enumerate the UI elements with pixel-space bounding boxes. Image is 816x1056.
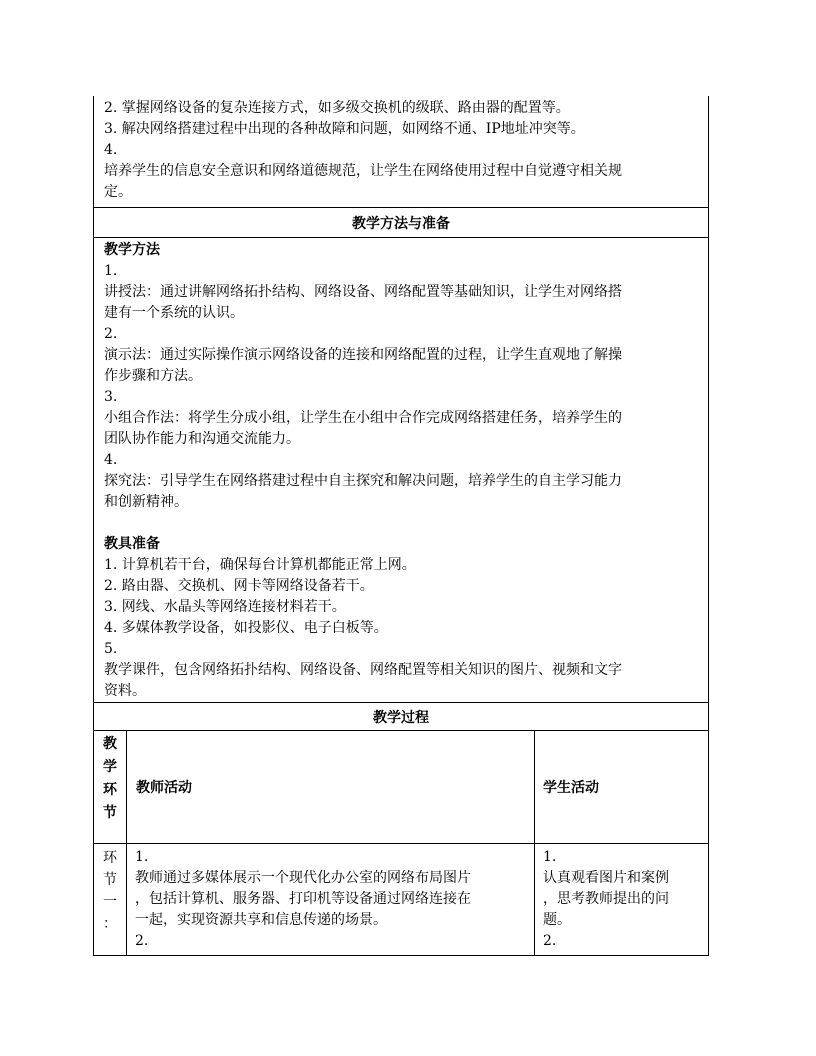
- methods-cell: [94, 237, 708, 702]
- tool-5-text-b: 资料。: [104, 683, 146, 699]
- objective-4-text-a: 培养学生的信息安全意识和网络道德规范，让学生在网络使用过程中自觉遵守相关规: [104, 163, 622, 179]
- stage-header-char-1: 教: [103, 736, 117, 752]
- teacher-activity-cell: [126, 844, 534, 955]
- spacer: [104, 513, 698, 534]
- method-3-text-b: 团队协作能力和沟通交流能力。: [104, 431, 300, 447]
- student-step-2-number: 2.: [543, 933, 557, 949]
- method-1-number: 1.: [104, 263, 118, 279]
- teacher-step-2-number: 2.: [135, 933, 149, 949]
- student-step-1-line-3: 题。: [543, 912, 571, 928]
- tool-3: 3. 网线、水晶头等网络连接材料若干。: [104, 599, 346, 615]
- process-header: 教学过程: [373, 709, 429, 726]
- document-table: [93, 96, 709, 956]
- objectives-continued-cell: [94, 98, 708, 206]
- objective-2: 2. 掌握网络设备的复杂连接方式，如多级交换机的级联、路由器的配置等。: [104, 100, 570, 116]
- tool-2: 2. 路由器、交换机、网卡等网络设备若干。: [104, 578, 374, 594]
- process-column-header-row: [94, 730, 708, 843]
- stage-char-4: ：: [103, 916, 117, 932]
- methods-header-row: [94, 207, 708, 237]
- teacher-step-1-line-3: 一起，实现资源共享和信息传递的场景。: [135, 912, 387, 928]
- method-3-number: 3.: [104, 389, 118, 405]
- student-activity-cell: [534, 844, 708, 955]
- teacher-activity-header: 教师活动: [136, 780, 192, 796]
- tool-4: 4. 多媒体教学设备，如投影仪、电子白板等。: [104, 620, 388, 636]
- objective-4-number: 4.: [104, 142, 118, 158]
- teacher-step-1-number: 1.: [135, 849, 149, 865]
- tool-5-text-a: 教学课件，包含网络拓扑结构、网络设备、网络配置等相关知识的图片、视频和文字: [104, 662, 622, 678]
- method-2-text-b: 作步骤和方法。: [104, 368, 202, 384]
- stage-header-char-2: 学: [103, 759, 117, 775]
- process-header-row: [94, 702, 708, 730]
- teacher-step-1-line-2: ，包括计算机、服务器、打印机等设备通过网络连接在: [135, 891, 471, 907]
- tool-5-number: 5.: [104, 641, 118, 657]
- method-1-text-b: 建有一个系统的认识。: [104, 305, 244, 321]
- method-4-number: 4.: [104, 452, 118, 468]
- student-step-1-line-2: ，思考教师提出的问: [543, 891, 669, 907]
- student-column-header: [534, 731, 708, 843]
- student-activity-header: 学生活动: [543, 780, 599, 796]
- teacher-step-1-line-1: 教师通过多媒体展示一个现代化办公室的网络布局图片: [135, 870, 471, 886]
- teacher-column-header: [126, 731, 534, 843]
- method-2-number: 2.: [104, 326, 118, 342]
- methods-header: 教学方法与准备: [352, 215, 450, 232]
- stage-column-header: [94, 731, 126, 843]
- stage-char-1: 环: [103, 850, 117, 866]
- methods-title: 教学方法: [104, 242, 160, 258]
- student-step-1-number: 1.: [543, 849, 557, 865]
- method-4-text-a: 探究法：引导学生在网络搭建过程中自主探究和解决问题，培养学生的自主学习能力: [104, 473, 622, 489]
- objective-4-text-b: 定。: [104, 184, 132, 200]
- process-row-1: [94, 843, 708, 955]
- stage-header-char-3: 环: [103, 782, 117, 798]
- tools-title: 教具准备: [104, 536, 160, 552]
- method-4-text-b: 和创新精神。: [104, 494, 188, 510]
- method-2-text-a: 演示法：通过实际操作演示网络设备的连接和网络配置的过程，让学生直观地了解操: [104, 347, 622, 363]
- stage-char-2: 节: [103, 872, 117, 888]
- method-1-text-a: 讲授法：通过讲解网络拓扑结构、网络设备、网络配置等基础知识，让学生对网络搭: [104, 284, 622, 300]
- method-3-text-a: 小组合作法：将学生分成小组，让学生在小组中合作完成网络搭建任务，培养学生的: [104, 410, 622, 426]
- stage-cell: [94, 844, 126, 955]
- stage-char-3: 一: [103, 894, 117, 910]
- stage-header-char-4: 节: [103, 805, 117, 821]
- tool-1: 1. 计算机若干台，确保每台计算机都能正常上网。: [104, 557, 416, 573]
- objective-3: 3. 解决网络搭建过程中出现的各种故障和问题，如网络不通、IP地址冲突等。: [104, 121, 585, 137]
- student-step-1-line-1: 认真观看图片和案例: [543, 870, 669, 886]
